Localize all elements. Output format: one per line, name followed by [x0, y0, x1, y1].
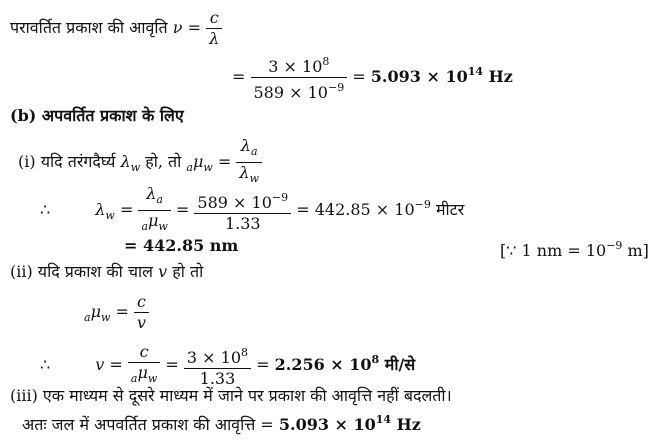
therefore-symbol: ∴	[40, 355, 51, 374]
fraction-numerator	[236, 136, 262, 162]
speed-result	[275, 355, 416, 374]
result-exponent: 14	[467, 65, 484, 78]
part-iii-label: अतः जल में अपवर्तित प्रकाश की आवृत्ति =	[22, 415, 274, 434]
v-symbol: v	[158, 262, 168, 281]
speed-calc-line	[40, 342, 415, 389]
equals-sign: =	[124, 236, 138, 255]
frequency-result	[371, 67, 513, 86]
equals-sign: =	[165, 355, 179, 374]
result-unit: Hz	[488, 67, 513, 86]
result-unit: मी/से	[384, 355, 416, 374]
a-prescript: a	[84, 311, 91, 324]
a-prescript: a	[186, 161, 193, 174]
refractive-index-symbol	[84, 302, 111, 324]
lambda-symbol: λ	[146, 184, 157, 203]
note-close: m]	[627, 241, 649, 260]
therefore-symbol: ∴	[40, 200, 51, 219]
fraction-numerator	[138, 184, 170, 210]
fraction-numerator: c	[139, 342, 149, 361]
numeric-fraction	[184, 343, 251, 389]
refracted-frequency-result	[279, 415, 421, 434]
fraction-denominator: v	[134, 312, 149, 333]
fraction-denominator	[138, 210, 170, 237]
equals-sign: =	[217, 152, 232, 171]
lambda-symbol: λ	[120, 152, 131, 171]
mu-symbol: μ	[148, 211, 159, 230]
a-prescript: a	[130, 372, 138, 385]
equals-sign: =	[115, 302, 129, 321]
fraction-denominator: 1.33	[194, 213, 291, 234]
result-mantissa: 5.093 × 10	[370, 67, 468, 86]
part-ii-label: (ii) यदि प्रकाश की चाल	[10, 262, 153, 281]
wavelength-calc-line	[40, 184, 464, 237]
frequency-line	[232, 52, 513, 103]
lambda-symbol: λ	[239, 163, 250, 182]
nm-conversion-note	[500, 236, 649, 261]
w-subscript: w	[203, 161, 213, 174]
mu-definition-line	[84, 292, 149, 333]
c-over-v-fraction	[134, 292, 149, 333]
part-ii-tail: हो तो	[172, 262, 204, 281]
equals-sign: =	[256, 355, 270, 374]
result-exponent: 8	[371, 353, 380, 366]
fraction-denominator: λ	[206, 28, 222, 49]
numeric-fraction	[194, 188, 291, 234]
fraction-numerator	[194, 188, 291, 213]
w-subscript: w	[249, 172, 259, 185]
part-i-label: (i) यदि तरंगदैर्घ्य	[18, 152, 116, 171]
result-mantissa: 5.093 × 10	[278, 415, 376, 434]
mu-symbol: μ	[137, 363, 148, 382]
result-exponent: 14	[375, 413, 392, 426]
part-iii-line-1: (iii) एक माध्यम से दूसरे माध्यम में जाने पर प्रकाश की आवृत्ति नहीं बदलती।	[10, 386, 452, 405]
a-subscript: a	[250, 145, 258, 158]
numerator-exponent: −9	[271, 190, 289, 204]
equals-sign: =	[296, 200, 310, 219]
mu-symbol: μ	[90, 302, 101, 321]
fraction-denominator	[128, 362, 160, 389]
part-iii-line-2	[22, 410, 421, 435]
value-exponent: −9	[414, 198, 431, 211]
lambda-w	[95, 200, 115, 222]
denominator-exponent: −9	[327, 81, 345, 94]
result-mantissa: 2.256 × 10	[274, 355, 372, 374]
result-unit: Hz	[396, 415, 421, 434]
intro-label: परावर्तित प्रकाश की आवृति	[10, 18, 168, 37]
c-over-mu-fraction	[128, 342, 160, 389]
part-ii-line	[10, 262, 203, 282]
equals-sign: =	[232, 67, 246, 86]
w-subscript: w	[158, 220, 168, 233]
lambda-over-mu-fraction	[138, 184, 170, 237]
fraction-numerator	[184, 343, 251, 368]
numerator-exponent: 8	[322, 55, 330, 68]
numerator-text: 3 × 10	[268, 57, 323, 76]
frequency-fraction	[251, 52, 348, 103]
numerator-text: 3 × 10	[186, 347, 242, 367]
part-i-ho: हो, तो	[145, 152, 182, 171]
intro-line	[10, 8, 222, 49]
w-subscript: w	[100, 311, 111, 324]
a-subscript: a	[156, 193, 163, 206]
w-subscript: w	[105, 209, 115, 222]
c-over-lambda-fraction	[206, 8, 222, 49]
lambda-w	[120, 152, 141, 174]
mu-symbol: μ	[192, 152, 204, 171]
fraction-denominator: 1.33	[184, 368, 251, 389]
fraction-numerator: c	[209, 8, 219, 27]
wavelength-unit: मीटर	[435, 200, 465, 219]
a-prescript: a	[141, 220, 148, 233]
wavelength-value	[315, 200, 431, 219]
w-subscript: w	[147, 372, 158, 385]
lambda-symbol: λ	[95, 200, 106, 219]
v-symbol: v	[95, 355, 105, 374]
nm-value: 442.85 nm	[142, 236, 239, 255]
fraction-numerator	[251, 52, 348, 77]
equals-sign: =	[352, 67, 366, 86]
numerator-exponent: 8	[241, 345, 249, 359]
note-text: [∵ 1 nm = 10	[500, 241, 607, 260]
denominator-text: 589 × 10	[253, 83, 328, 102]
value-mantissa: 442.85 × 10	[314, 200, 415, 219]
lambda-symbol: λ	[240, 136, 251, 155]
equals-sign: =	[109, 355, 123, 374]
w-subscript: w	[130, 161, 141, 174]
nm-result-line	[124, 236, 238, 256]
lambda-ratio-fraction	[236, 136, 262, 189]
equals-sign: =	[175, 200, 190, 219]
refractive-index-symbol	[186, 152, 213, 174]
section-b-heading: (b) अपवर्तित प्रकाश के लिए	[10, 106, 184, 125]
equals-sign: =	[119, 200, 134, 219]
fraction-numerator: c	[137, 292, 146, 311]
fraction-denominator	[251, 77, 348, 103]
numerator-text: 589 × 10	[197, 192, 272, 212]
nu-symbol: ν	[172, 18, 183, 37]
part-i-line	[18, 136, 262, 189]
note-exponent: −9	[606, 239, 623, 252]
equals-sign: =	[187, 18, 202, 37]
